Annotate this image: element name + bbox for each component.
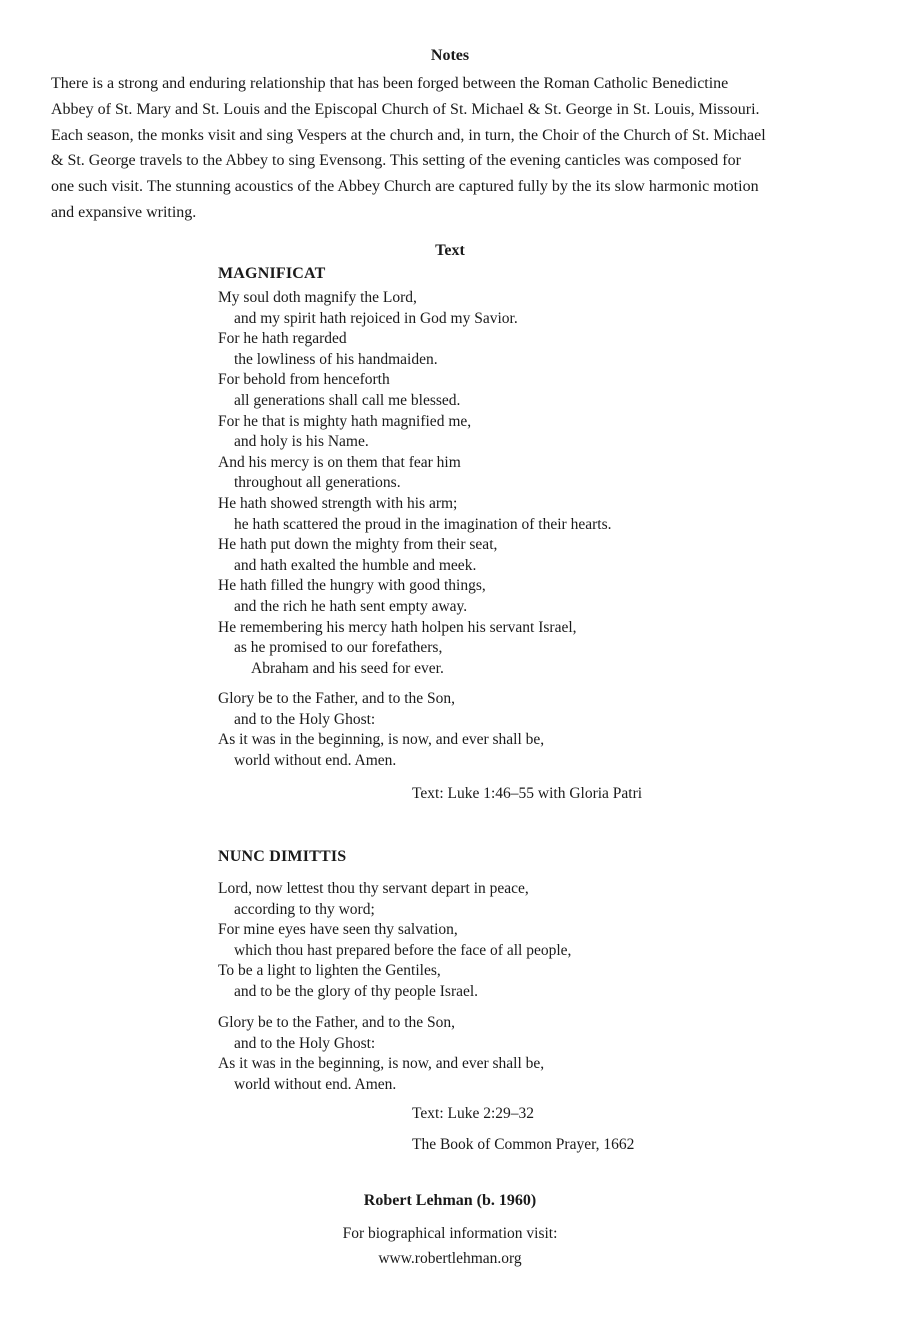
verse-line: and my spirit hath rejoiced in God my Savior. (234, 309, 518, 327)
verse-line: And his mercy is on them that fear him (218, 453, 461, 471)
verse-line: Lord, now lettest thou thy servant depart in peace, (218, 880, 529, 897)
verse-line: For behold from henceforth (218, 371, 390, 389)
gloria-line: Glory be to the Father, and to the Son, (218, 690, 456, 707)
notes-line: Each season, the monks visit and sing Vespers at the church and, in turn, the Choir of the Church of St. Michael (51, 126, 766, 144)
gloria-line: As it was in the beginning, is now, and ever shall be, (218, 731, 545, 749)
verse-line: For he that is mighty hath magnified me, (218, 412, 472, 430)
notes-line: There is a strong and enduring relationship that has been forged between the Roman Catholic Benedictine (51, 75, 729, 92)
verse-line: He hath filled the hungry with good things, (218, 577, 486, 595)
notes-line: and expansive writing. (51, 203, 197, 221)
verse-line: he hath scattered the proud in the imagination of their hearts. (234, 515, 612, 533)
notes-heading: Notes (430, 47, 470, 64)
nunc-dimittis-verses (218, 879, 778, 1003)
verse-line: For mine eyes have seen thy salvation, (218, 921, 458, 939)
gloria-line: and to the Holy Ghost: (234, 710, 376, 728)
gloria-line: world without end. Amen. (234, 1075, 397, 1093)
verse-line: To be a light to lighten the Gentiles, (218, 962, 441, 980)
prayer-book-source: The Book of Common Prayer, 1662 (412, 1136, 635, 1153)
composer-website-link[interactable]: www.robertlehman.org (378, 1250, 522, 1267)
verse-line: which thou hast prepared before the face of all people, (234, 941, 572, 959)
gloria-line: Glory be to the Father, and to the Son, (218, 1014, 456, 1031)
verse-line: according to thy word; (234, 900, 375, 918)
verse-line: as he promised to our forefathers, (234, 639, 443, 657)
verse-line: He hath put down the mighty from their seat, (218, 536, 498, 554)
notes-line: one such visit. The stunning acoustics of the Abbey Church are captured fully by the its slow harmonic motion (51, 178, 759, 196)
verse-line: He hath showed strength with his arm; (218, 494, 458, 512)
verse-line: and to be the glory of thy people Israel. (234, 982, 479, 1000)
verse-line: the lowliness of his handmaiden. (234, 350, 438, 368)
notes-line: & St. George travels to the Abbey to sing Evensong. This setting of the evening canticles was composed for (51, 152, 741, 170)
composer-name: Robert Lehman (b. 1960) (363, 1192, 537, 1209)
magnificat-verses (218, 288, 778, 679)
verse-line: all generations shall call me blessed. (234, 391, 461, 409)
verse-line: For he hath regarded (218, 330, 347, 348)
magnificat-citation: Text: Luke 1:46–55 with Gloria Patri (412, 785, 643, 802)
nunc-dimittis-citation: Text: Luke 2:29–32 (412, 1105, 535, 1122)
verse-line: and the rich he hath sent empty away. (234, 597, 468, 615)
verse-line: and hath exalted the humble and meek. (234, 556, 477, 574)
magnificat-title: MAGNIFICAT (218, 265, 326, 282)
gloria-line: world without end. Amen. (234, 751, 397, 769)
verse-line: My soul doth magnify the Lord, (218, 289, 417, 306)
notes-line: Abbey of St. Mary and St. Louis and the Episcopal Church of St. Michael & St. George in St. Louis, Missouri. (51, 100, 760, 118)
verse-line: Abraham and his seed for ever. (251, 659, 444, 677)
text-heading: Text (435, 242, 465, 259)
verse-line: He remembering his mercy hath holpen his servant Israel, (218, 618, 577, 636)
verse-line: and holy is his Name. (234, 433, 369, 451)
magnificat-gloria (218, 689, 778, 771)
bio-prompt: For biographical information visit: (342, 1225, 558, 1242)
nunc-dimittis-gloria (218, 1013, 778, 1095)
gloria-line: As it was in the beginning, is now, and ever shall be, (218, 1055, 545, 1073)
notes-paragraph (51, 71, 856, 226)
gloria-line: and to the Holy Ghost: (234, 1034, 376, 1052)
verse-line: throughout all generations. (234, 474, 401, 492)
nunc-dimittis-title: NUNC DIMITTIS (218, 848, 347, 865)
